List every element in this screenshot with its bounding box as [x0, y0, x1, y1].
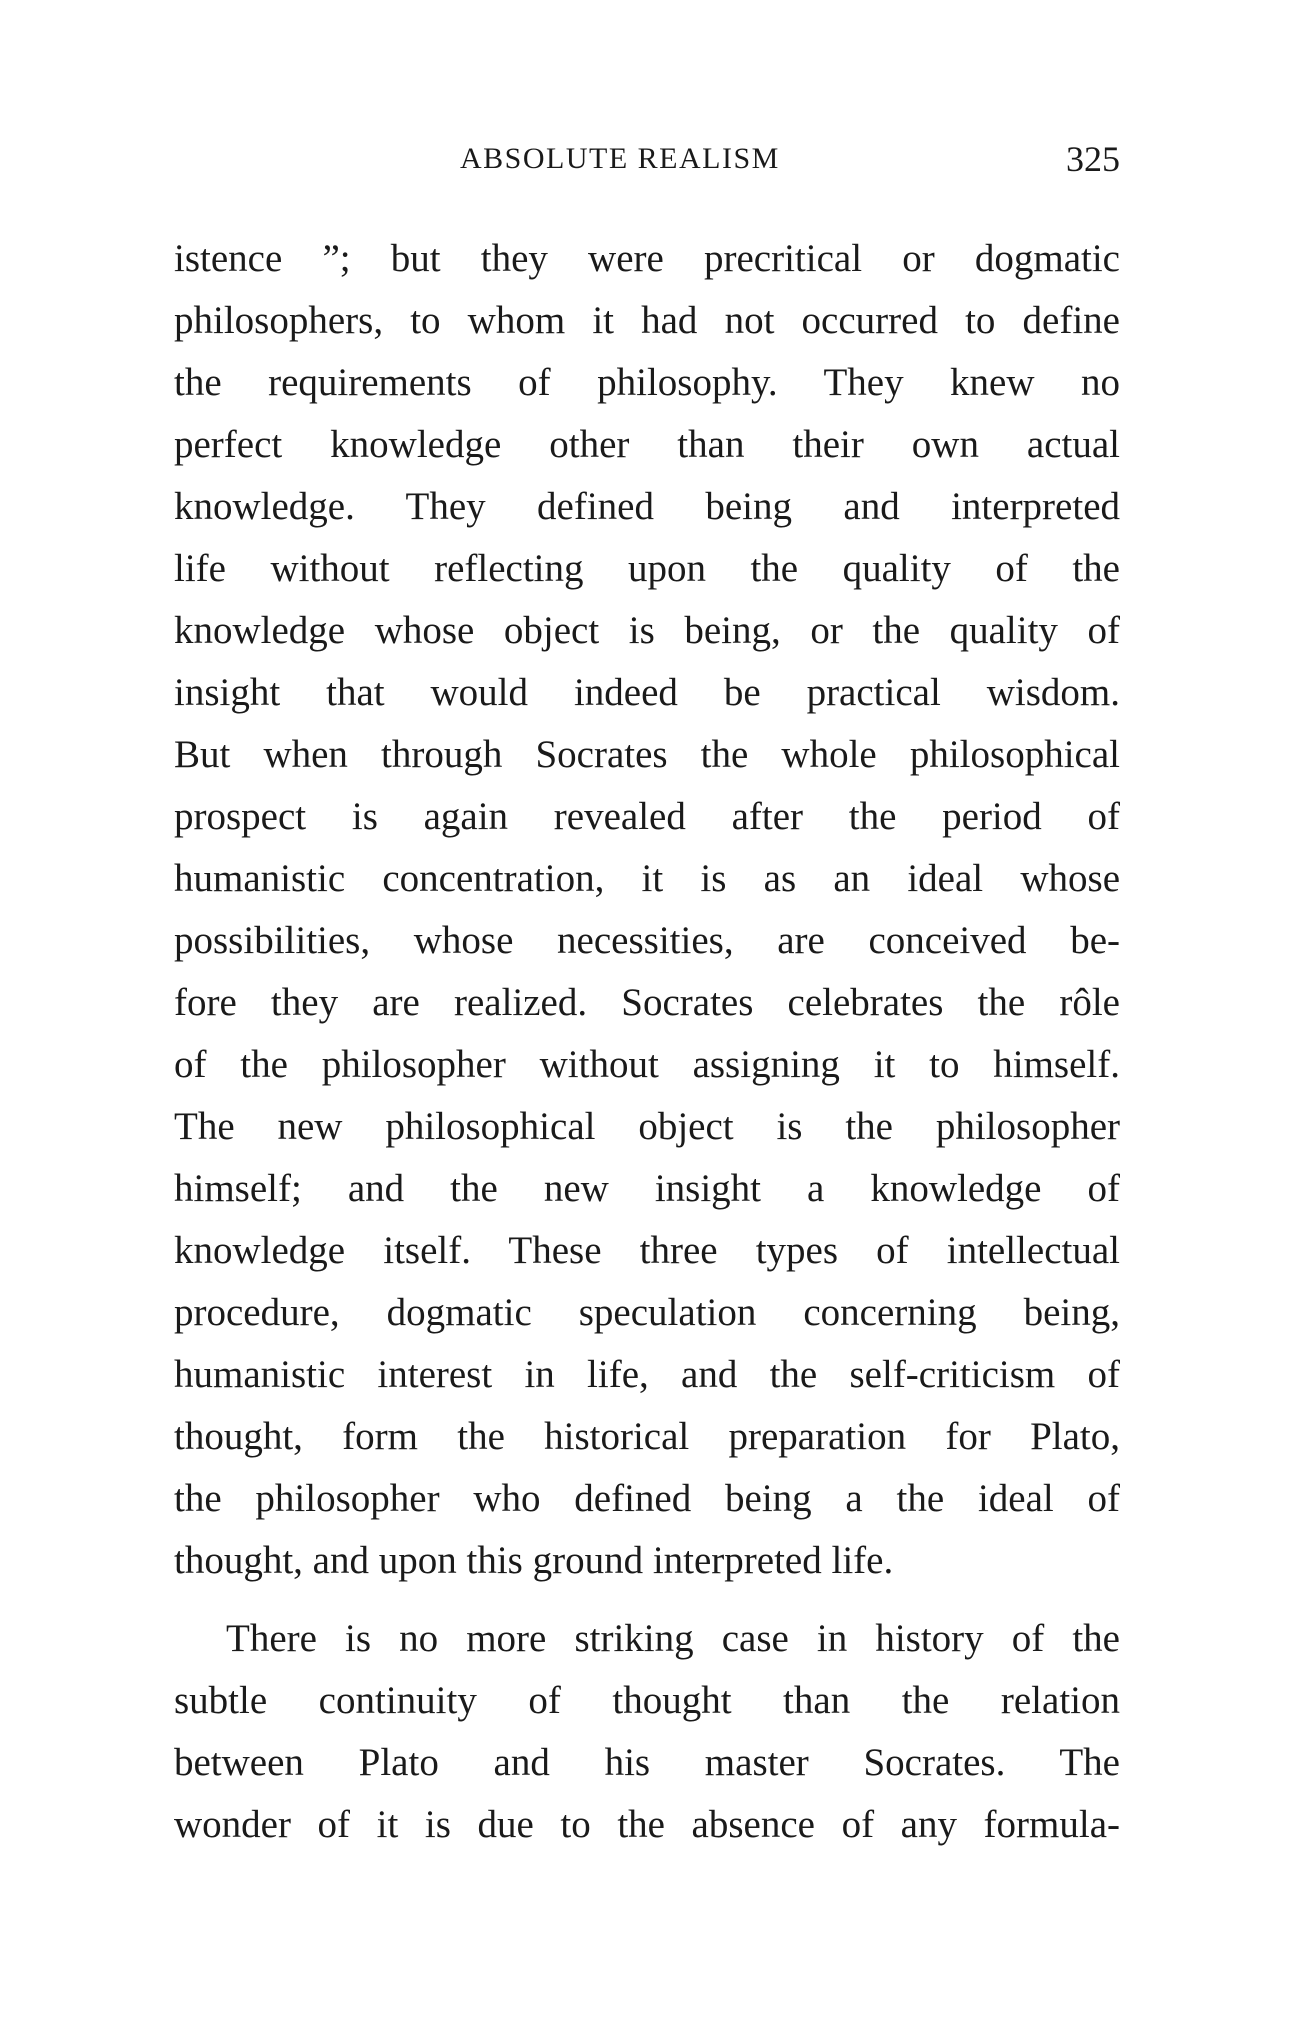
text-line: There is no more striking case in history of the — [226, 1617, 1120, 1660]
text-line: humanistic concentration, it is as an ideal whose — [174, 857, 1120, 900]
paragraph-1 — [174, 228, 1120, 1592]
text-line: of the philosopher without assigning it to himself. — [174, 1043, 1120, 1086]
text-line: procedure, dogmatic speculation concerning being, — [174, 1291, 1120, 1334]
text-line: But when through Socrates the whole philosophical — [174, 733, 1120, 776]
text-line: perfect knowledge other than their own actual — [174, 423, 1120, 466]
text-line: knowledge itself. These three types of intellectual — [174, 1229, 1120, 1272]
text-line: the philosopher who defined being a the ideal of — [174, 1477, 1120, 1520]
text-line: himself; and the new insight a knowledge of — [174, 1167, 1120, 1210]
text-line: possibilities, whose necessities, are conceived be- — [174, 919, 1120, 962]
text-line: philosophers, to whom it had not occurred to define — [174, 299, 1120, 342]
text-line: thought, and upon this ground interpreted life. — [174, 1539, 894, 1582]
text-line: knowledge whose object is being, or the quality of — [174, 609, 1120, 652]
text-line: subtle continuity of thought than the relation — [174, 1679, 1120, 1722]
paragraph-2 — [174, 1608, 1120, 1856]
page-header — [174, 138, 1120, 188]
text-line: prospect is again revealed after the period of — [174, 795, 1120, 838]
text-line: thought, form the historical preparation for Plato, — [174, 1415, 1120, 1458]
running-title: ABSOLUTE REALISM — [460, 142, 780, 175]
text-line: knowledge. They defined being and interpreted — [174, 485, 1120, 528]
paragraph-gap — [174, 1592, 1120, 1608]
text-line: life without reflecting upon the quality of the — [174, 547, 1120, 590]
body-text — [174, 228, 1120, 1856]
page-number: 325 — [1066, 139, 1120, 179]
text-line: the requirements of philosophy. They knew no — [174, 361, 1120, 404]
text-line: insight that would indeed be practical wisdom. — [174, 671, 1120, 714]
text-line: humanistic interest in life, and the self-criticism of — [174, 1353, 1120, 1396]
text-line: between Plato and his master Socrates. The — [174, 1741, 1120, 1784]
text-line: fore they are realized. Socrates celebrates the rôle — [174, 981, 1120, 1024]
text-line: The new philosophical object is the philosopher — [174, 1105, 1120, 1148]
text-line: wonder of it is due to the absence of any formula- — [174, 1803, 1120, 1846]
text-line: istence ”; but they were precritical or dogmatic — [174, 237, 1120, 280]
